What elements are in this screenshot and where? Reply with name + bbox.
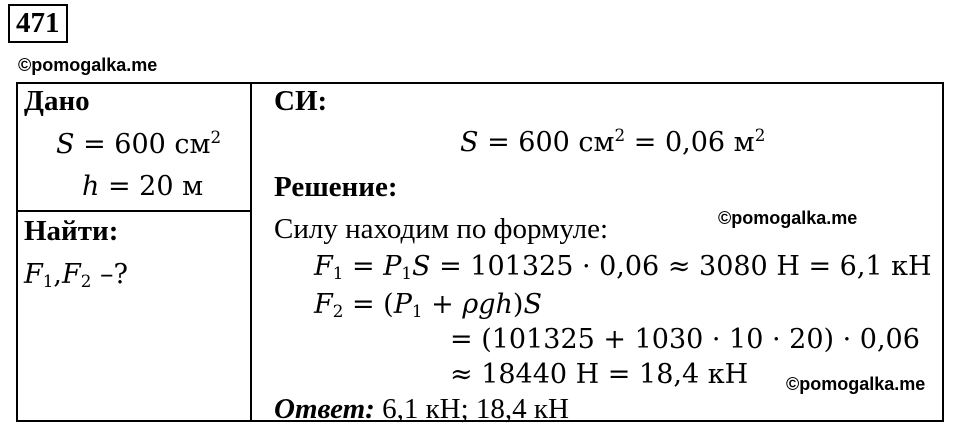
formula-f2-result: ≈ 18440 Н = 18,4 кН [450,359,749,390]
solution-intro: Силу находим по формуле: [274,213,609,245]
watermark-middle: ©pomogalka.me [718,208,858,228]
answer-line [274,392,569,426]
solution-title: Решение: [274,171,398,203]
formula-f2-substitution: = (101325 + 1030 · 10 · 20) · 0,06 [450,324,920,355]
si-conversion: S = 600 $см^2 = 0,06$ $м^2$ [460,124,766,158]
answer-label: Ответ: [274,393,375,425]
given-depth: h = 20 м [82,171,204,202]
find-title: Найти: [24,215,119,247]
watermark-top: ©pomogalka.me [18,55,158,75]
si-title: СИ: [274,85,328,117]
find-values: $F_1,F_2$ –? [24,259,128,292]
formula-f2: $F_2 = (P_1 + \rho gh)S$ [314,289,542,322]
given-find-divider [16,210,252,212]
answer-text: 6,1 кН; 18,4 кН [374,393,569,425]
column-divider [250,82,252,422]
given-area: S = 600 $см^2$ [56,126,222,160]
given-title: Дано [24,85,90,117]
formula-f1: $F_1 = P_1S = 101325 \cdot 0,06 \approx 3080$ Н = 6,1 кН [314,251,932,284]
problem-number: 471 [8,4,68,43]
watermark-bottom: ©pomogalka.me [786,374,926,394]
